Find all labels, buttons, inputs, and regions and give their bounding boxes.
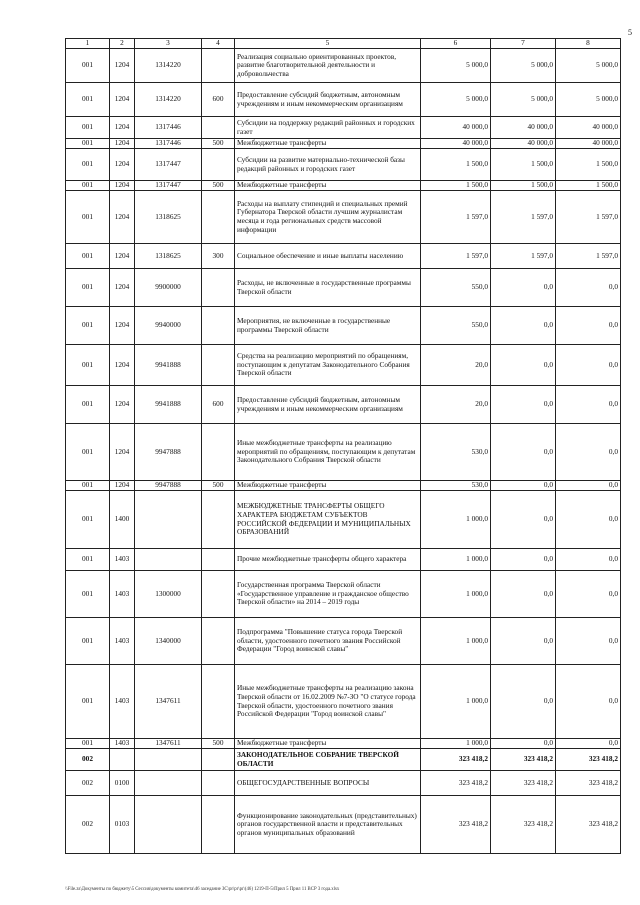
amount-year3-cell: 0,0 (556, 345, 621, 386)
expense-type-cell (202, 424, 235, 481)
table-row (66, 618, 621, 665)
amount-year3-cell: 0,0 (556, 571, 621, 618)
chapter-code-cell: 001 (66, 117, 110, 139)
amount-year2-cell: 323 418,2 (491, 771, 556, 796)
chapter-code-cell: 001 (66, 424, 110, 481)
expense-type-cell (202, 191, 235, 244)
table-row (66, 307, 621, 345)
amount-year1-cell: 530,0 (421, 424, 491, 481)
description-cell: Предоставление субсидий бюджетным, автономным учреждениям и иным некоммерческим организациям (235, 83, 421, 117)
description-cell: МЕЖБЮДЖЕТНЫЕ ТРАНСФЕРТЫ ОБЩЕГО ХАРАКТЕРА БЮДЖЕТАМ СУБЪЕКТОВ РОССИЙСКОЙ ФЕДЕРАЦИИ И МУНИЦИПАЛЬНЫХ ОБРАЗОВАНИЙ (235, 491, 421, 549)
table-row (66, 269, 621, 307)
chapter-code-cell: 001 (66, 739, 110, 749)
expense-type-cell: 500 (202, 139, 235, 149)
description-cell: Прочие межбюджетные трансферты общего характера (235, 549, 421, 571)
target-article-cell: 1340000 (135, 618, 202, 665)
description-cell: Средства на реализацию мероприятий по обращениям, поступающим к депутатам Законодательного Собрания Тверской области (235, 345, 421, 386)
section-code-cell: 1403 (110, 739, 135, 749)
expense-type-cell (202, 117, 235, 139)
description-cell: Расходы на выплату стипендий и специальных премий Губернатора Тверской области лучшим журналистам месяца и года региональных средств массовой информации (235, 191, 421, 244)
expense-type-cell (202, 549, 235, 571)
chapter-code-cell: 001 (66, 345, 110, 386)
page-number: 5 (628, 28, 632, 37)
target-article-cell: 1317447 (135, 149, 202, 181)
amount-year2-cell: 0,0 (491, 386, 556, 424)
amount-year2-cell: 0,0 (491, 739, 556, 749)
chapter-code-cell: 001 (66, 481, 110, 491)
expense-type-cell (202, 307, 235, 345)
amount-year2-cell: 323 418,2 (491, 749, 556, 771)
expense-type-cell (202, 269, 235, 307)
amount-year1-cell: 1 500,0 (421, 149, 491, 181)
amount-year1-cell: 323 418,2 (421, 796, 491, 854)
amount-year1-cell: 550,0 (421, 269, 491, 307)
expense-type-cell (202, 149, 235, 181)
section-code-cell: 1403 (110, 665, 135, 739)
header-cell: 5 (235, 39, 421, 49)
section-code-cell (110, 749, 135, 771)
budget-table (65, 38, 621, 854)
header-cell: 4 (202, 39, 235, 49)
section-code-cell: 1403 (110, 549, 135, 571)
amount-year3-cell: 0,0 (556, 386, 621, 424)
target-article-cell: 9900000 (135, 269, 202, 307)
target-article-cell (135, 549, 202, 571)
amount-year2-cell: 1 597,0 (491, 191, 556, 244)
target-article-cell: 9947888 (135, 424, 202, 481)
table-row (66, 481, 621, 491)
amount-year3-cell: 0,0 (556, 739, 621, 749)
amount-year2-cell: 40 000,0 (491, 117, 556, 139)
target-article-cell (135, 491, 202, 549)
description-cell: ЗАКОНОДАТЕЛЬНОЕ СОБРАНИЕ ТВЕРСКОЙ ОБЛАСТИ (235, 749, 421, 771)
section-code-cell: 1204 (110, 386, 135, 424)
table-row (66, 244, 621, 269)
amount-year1-cell: 1 000,0 (421, 549, 491, 571)
chapter-code-cell: 001 (66, 191, 110, 244)
section-code-cell: 1204 (110, 424, 135, 481)
section-code-cell: 1204 (110, 149, 135, 181)
amount-year1-cell: 20,0 (421, 345, 491, 386)
table-row (66, 181, 621, 191)
amount-year1-cell: 1 597,0 (421, 191, 491, 244)
expense-type-cell (202, 665, 235, 739)
amount-year2-cell: 0,0 (491, 345, 556, 386)
amount-year2-cell: 0,0 (491, 424, 556, 481)
section-code-cell: 1204 (110, 191, 135, 244)
table-row (66, 739, 621, 749)
target-article-cell: 1314220 (135, 49, 202, 83)
section-code-cell: 1403 (110, 571, 135, 618)
expense-type-cell (202, 49, 235, 83)
description-cell: ОБЩЕГОСУДАРСТВЕННЫЕ ВОПРОСЫ (235, 771, 421, 796)
expense-type-cell: 500 (202, 481, 235, 491)
description-cell: Государственная программа Тверской области «Государственное управление и гражданское общество Тверской области» на 2014 – 2019 годы (235, 571, 421, 618)
target-article-cell: 1318625 (135, 244, 202, 269)
description-cell: Межбюджетные трансферты (235, 481, 421, 491)
chapter-code-cell: 001 (66, 83, 110, 117)
amount-year2-cell: 0,0 (491, 665, 556, 739)
amount-year2-cell: 0,0 (491, 307, 556, 345)
chapter-code-cell: 001 (66, 571, 110, 618)
target-article-cell: 1300000 (135, 571, 202, 618)
header-cell: 3 (135, 39, 202, 49)
amount-year1-cell: 40 000,0 (421, 117, 491, 139)
expense-type-cell (202, 796, 235, 854)
section-code-cell: 1403 (110, 618, 135, 665)
amount-year3-cell: 0,0 (556, 618, 621, 665)
chapter-code-cell: 001 (66, 149, 110, 181)
description-cell: Расходы, не включенные в государственные программы Тверской области (235, 269, 421, 307)
chapter-code-cell: 001 (66, 139, 110, 149)
amount-year3-cell: 5 000,0 (556, 49, 621, 83)
description-cell: Предоставление субсидий бюджетным, автономным учреждениям и иным некоммерческим организациям (235, 386, 421, 424)
table-row (66, 571, 621, 618)
amount-year2-cell: 0,0 (491, 491, 556, 549)
chapter-code-cell: 001 (66, 181, 110, 191)
amount-year2-cell: 0,0 (491, 549, 556, 571)
amount-year3-cell: 0,0 (556, 269, 621, 307)
table-row (66, 386, 621, 424)
amount-year1-cell: 1 597,0 (421, 244, 491, 269)
amount-year3-cell: 1 597,0 (556, 244, 621, 269)
description-cell: Субсидии на развитие материально-технической базы редакций районных и городских газет (235, 149, 421, 181)
section-code-cell: 1204 (110, 117, 135, 139)
section-code-cell: 1204 (110, 139, 135, 149)
amount-year3-cell: 0,0 (556, 665, 621, 739)
description-cell: Подпрограмма "Повышение статуса города Тверской области, удостоенного почетного звания Российской Федерации "Город воинской славы" (235, 618, 421, 665)
chapter-code-cell: 001 (66, 386, 110, 424)
table-row (66, 424, 621, 481)
table-row (66, 83, 621, 117)
amount-year3-cell: 323 418,2 (556, 771, 621, 796)
target-article-cell: 9941888 (135, 345, 202, 386)
chapter-code-cell: 001 (66, 244, 110, 269)
amount-year3-cell: 40 000,0 (556, 139, 621, 149)
amount-year3-cell: 40 000,0 (556, 117, 621, 139)
target-article-cell: 9941888 (135, 386, 202, 424)
amount-year1-cell: 1 500,0 (421, 181, 491, 191)
target-article-cell: 1347611 (135, 665, 202, 739)
description-cell: Функционирование законодательных (представительных) органов государственной власти и представительных органов муниципальных образований (235, 796, 421, 854)
table-row (66, 491, 621, 549)
section-code-cell: 1204 (110, 181, 135, 191)
description-cell: Иные межбюджетные трансферты на реализацию закона Тверской области от 16.02.2009 №7-ЗО "О статусе города Тверской области, удостоенного почетного звания Российской Федерации "Город воинской славы" (235, 665, 421, 739)
amount-year2-cell: 0,0 (491, 571, 556, 618)
section-code-cell: 1400 (110, 491, 135, 549)
amount-year1-cell: 1 000,0 (421, 491, 491, 549)
chapter-code-cell: 001 (66, 491, 110, 549)
section-code-cell: 1204 (110, 345, 135, 386)
amount-year1-cell: 323 418,2 (421, 749, 491, 771)
description-cell: Субсидии на поддержку редакций районных и городских газет (235, 117, 421, 139)
target-article-cell: 1314220 (135, 83, 202, 117)
expense-type-cell: 500 (202, 739, 235, 749)
description-cell: Мероприятия, не включенные в государственные программы Тверской области (235, 307, 421, 345)
chapter-code-cell: 002 (66, 796, 110, 854)
target-article-cell (135, 771, 202, 796)
description-cell: Межбюджетные трансферты (235, 739, 421, 749)
expense-type-cell (202, 771, 235, 796)
description-cell: Иные межбюджетные трансферты на реализацию мероприятий по обращениям, поступающим к депутатам Законодательного Собрания Тверской области (235, 424, 421, 481)
target-article-cell (135, 749, 202, 771)
target-article-cell: 9940000 (135, 307, 202, 345)
table-row (66, 149, 621, 181)
amount-year3-cell: 0,0 (556, 424, 621, 481)
header-cell: 8 (556, 39, 621, 49)
amount-year1-cell: 5 000,0 (421, 83, 491, 117)
table-row (66, 665, 621, 739)
expense-type-cell (202, 491, 235, 549)
expense-type-cell (202, 749, 235, 771)
chapter-code-cell: 001 (66, 269, 110, 307)
header-cell: 1 (66, 39, 110, 49)
description-cell: Межбюджетные трансферты (235, 181, 421, 191)
description-cell: Социальное обеспечение и иные выплаты населению (235, 244, 421, 269)
target-article-cell: 9947888 (135, 481, 202, 491)
table-row (66, 117, 621, 139)
expense-type-cell: 600 (202, 386, 235, 424)
amount-year3-cell: 0,0 (556, 549, 621, 571)
target-article-cell: 1317446 (135, 117, 202, 139)
target-article-cell: 1347611 (135, 739, 202, 749)
chapter-code-cell: 001 (66, 618, 110, 665)
target-article-cell: 1317447 (135, 181, 202, 191)
section-code-cell: 1204 (110, 269, 135, 307)
header-cell: 6 (421, 39, 491, 49)
amount-year3-cell: 5 000,0 (556, 83, 621, 117)
description-cell: Реализация социально ориентированных проектов, развитие благотворительной деятельности и добровольчества (235, 49, 421, 83)
chapter-code-cell: 002 (66, 771, 110, 796)
table-row (66, 549, 621, 571)
amount-year2-cell: 0,0 (491, 481, 556, 491)
header-cell: 7 (491, 39, 556, 49)
table-row (66, 796, 621, 854)
amount-year1-cell: 5 000,0 (421, 49, 491, 83)
amount-year1-cell: 1 000,0 (421, 665, 491, 739)
expense-type-cell (202, 345, 235, 386)
amount-year1-cell: 20,0 (421, 386, 491, 424)
amount-year2-cell: 0,0 (491, 618, 556, 665)
section-code-cell: 1204 (110, 307, 135, 345)
amount-year1-cell: 550,0 (421, 307, 491, 345)
amount-year1-cell: 323 418,2 (421, 771, 491, 796)
chapter-code-cell: 001 (66, 307, 110, 345)
section-code-cell: 1204 (110, 481, 135, 491)
table-row (66, 139, 621, 149)
amount-year2-cell: 0,0 (491, 269, 556, 307)
expense-type-cell (202, 618, 235, 665)
target-article-cell (135, 796, 202, 854)
amount-year2-cell: 5 000,0 (491, 49, 556, 83)
target-article-cell: 1317446 (135, 139, 202, 149)
amount-year1-cell: 1 000,0 (421, 618, 491, 665)
file-path-footer: \\File.zs\Документы по бюджету\5 Сессия\документы комитета\46 заседание ЗС\pr\pr\pr\(46) 1219-П-5\Прил 5 Прил 11 ВСР 3 года.xlsx (65, 887, 340, 892)
amount-year2-cell: 1 597,0 (491, 244, 556, 269)
chapter-code-cell: 002 (66, 749, 110, 771)
amount-year2-cell: 323 418,2 (491, 796, 556, 854)
expense-type-cell (202, 571, 235, 618)
amount-year3-cell: 323 418,2 (556, 796, 621, 854)
header-row (66, 39, 621, 49)
amount-year1-cell: 530,0 (421, 481, 491, 491)
table-row (66, 345, 621, 386)
amount-year1-cell: 40 000,0 (421, 139, 491, 149)
amount-year3-cell: 0,0 (556, 307, 621, 345)
table-row (66, 749, 621, 771)
chapter-code-cell: 001 (66, 549, 110, 571)
target-article-cell: 1318625 (135, 191, 202, 244)
expense-type-cell: 600 (202, 83, 235, 117)
chapter-code-cell: 001 (66, 49, 110, 83)
amount-year3-cell: 1 597,0 (556, 191, 621, 244)
amount-year3-cell: 1 500,0 (556, 149, 621, 181)
table-row (66, 49, 621, 83)
section-code-cell: 0100 (110, 771, 135, 796)
amount-year2-cell: 40 000,0 (491, 139, 556, 149)
section-code-cell: 1204 (110, 244, 135, 269)
amount-year2-cell: 1 500,0 (491, 181, 556, 191)
table-row (66, 191, 621, 244)
expense-type-cell: 300 (202, 244, 235, 269)
chapter-code-cell: 001 (66, 665, 110, 739)
amount-year1-cell: 1 000,0 (421, 739, 491, 749)
amount-year3-cell: 1 500,0 (556, 181, 621, 191)
amount-year2-cell: 1 500,0 (491, 149, 556, 181)
amount-year3-cell: 0,0 (556, 481, 621, 491)
header-cell: 2 (110, 39, 135, 49)
expense-type-cell: 500 (202, 181, 235, 191)
table-row (66, 771, 621, 796)
amount-year3-cell: 323 418,2 (556, 749, 621, 771)
amount-year2-cell: 5 000,0 (491, 83, 556, 117)
section-code-cell: 1204 (110, 49, 135, 83)
amount-year3-cell: 0,0 (556, 491, 621, 549)
section-code-cell: 1204 (110, 83, 135, 117)
amount-year1-cell: 1 000,0 (421, 571, 491, 618)
description-cell: Межбюджетные трансферты (235, 139, 421, 149)
section-code-cell: 0103 (110, 796, 135, 854)
